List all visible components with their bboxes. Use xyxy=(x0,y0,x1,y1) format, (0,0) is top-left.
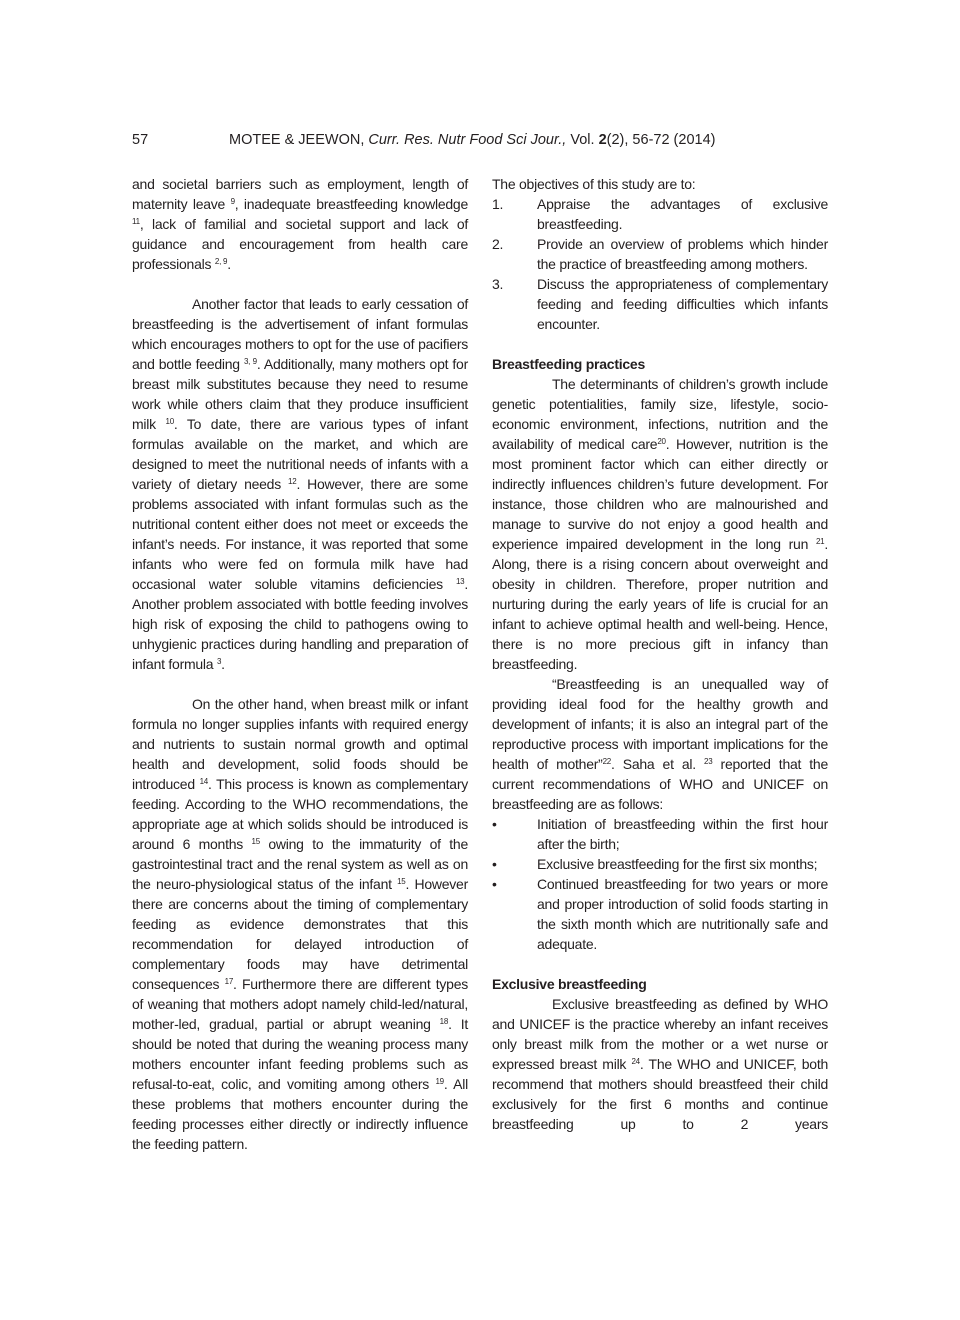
volume-label: Vol. xyxy=(566,132,599,148)
text-run: Exclusive breastfeeding as defined by WHO and UNICEF is the practice whereby an infant receives only breast milk from the mother or a wet nurse or expressed breast milk xyxy=(492,996,828,1072)
text-run: “Breastfeeding is an unequalled way of providing ideal food for the healthy growth and development of infants; it is also an integral part of the reproductive process with important implications for the health of mother” xyxy=(492,676,828,772)
text-run: . All these problems that mothers encounter during the feeding processes either directly or indirectly influence the feeding pattern. xyxy=(132,1076,468,1152)
list-item xyxy=(492,274,828,334)
list-text: Appraise the advantages of exclusive breastfeeding. xyxy=(537,196,828,232)
list-number: 2. xyxy=(492,236,504,252)
citation-superscript: 22 xyxy=(602,757,611,766)
citation-superscript: 3 xyxy=(216,657,222,666)
left-column xyxy=(132,174,468,1154)
citation-line xyxy=(229,130,715,150)
text-run: . However there are concerns about the timing of complementary feeding as evidence demonstrates that this recommendation for delayed introduction of complementary foods may have detrimental consequences xyxy=(132,876,468,992)
volume-number: 2 xyxy=(598,132,607,148)
text-run: , lack of familial and societal support and lack of guidance and encouragement from health care professionals xyxy=(132,216,468,272)
paragraph xyxy=(132,174,468,274)
text-run: . xyxy=(227,256,231,272)
citation-superscript: 2, 9 xyxy=(214,257,228,266)
text-run: Another factor that leads to early cessation of breastfeeding is the advertisement of infant formulas which encourages mothers to opt for the use of pacifiers and bottle feeding xyxy=(132,296,468,372)
paragraph xyxy=(492,674,828,814)
text-run: owing to the immaturity of the gastrointestinal tract and the renal system as well as on the neuro-physiological status of the infant xyxy=(132,836,468,892)
citation-superscript: 23 xyxy=(704,757,713,766)
text-run: . However, there are some problems associated with infant formulas such as the nutritional content either does not meet or exceeds the infant’s needs. For instance, it was reported that some infants who were fed on formula milk have had occasional water soluble vitamins deficiencies xyxy=(132,476,469,592)
text-run: reported that the current recommendations of WHO and UNICEF on breastfeeding are as follows: xyxy=(492,756,828,812)
text-run: . Saha et al. xyxy=(610,756,705,772)
citation-superscript: 10 xyxy=(165,417,174,426)
bullet: • xyxy=(492,816,497,832)
bullet-item xyxy=(492,814,828,854)
citation-superscript: 19 xyxy=(435,1077,444,1086)
issue-pages: (2), 56-72 (2014) xyxy=(606,132,716,148)
bullet: • xyxy=(492,876,497,892)
bullet-text: Continued breastfeeding for two years or more and proper introduction of solid foods starting in the sixth month which are nutritionally safe and adequate. xyxy=(537,876,828,952)
citation-superscript: 9 xyxy=(230,197,235,206)
text-run: . It should be noted that during the weaning process many mothers encounter infant feeding problems such as refusal-to-eat, colic, and vomiting among others xyxy=(132,1016,468,1092)
section-heading: Exclusive breastfeeding xyxy=(492,976,647,992)
text-run: . Additionally, many mothers opt for breast milk substitutes because they need to resume work while others claim that they produce insufficient milk xyxy=(132,356,469,432)
list-text: Provide an overview of problems which hinder the practice of breastfeeding among mothers. xyxy=(537,236,828,272)
citation-superscript: 11 xyxy=(132,217,140,226)
list-text: Discuss the appropriateness of complementary feeding and feeding difficulties which infants encounter. xyxy=(537,276,828,332)
citation-superscript: 12 xyxy=(288,477,297,486)
text-run: . xyxy=(221,656,225,672)
objectives-list xyxy=(492,194,828,334)
right-column xyxy=(492,174,828,1134)
authors: MOTEE & JEEWON, xyxy=(229,132,369,148)
bullet-item xyxy=(492,874,828,954)
bullet-item xyxy=(492,854,828,874)
citation-superscript: 20 xyxy=(657,437,666,446)
citation-superscript: 17 xyxy=(224,977,234,986)
citation-superscript: 14 xyxy=(199,777,209,786)
text-run: . Along, there is a rising concern about overweight and obesity in children. Therefore, proper nutrition and nurturing during the early years of life is crucial for an infant to achieve optimal health and well-being. Hence, there is no more precious gift in infancy than breastfeeding. xyxy=(492,536,828,672)
list-number: 3. xyxy=(492,276,504,292)
text-run: . However, nutrition is the most prominent factor which can either directly or indirectly influences children’s future development. For instance, those children who are malnourished and manage to survive do not enjoy a good health and experience impaired development in the long run xyxy=(492,436,829,552)
text-run: . To date, there are various types of infant formulas available on the market, and which are designed to meet the nutritional needs of infants with a variety of dietary needs xyxy=(132,416,468,492)
text-run: . Another problem associated with bottle feeding involves high risk of exposing the child to pathogens owing to unhygienic practices during handling and preparation of infant formula xyxy=(132,576,468,672)
list-item xyxy=(492,234,828,274)
list-item xyxy=(492,194,828,234)
text-run: The determinants of children’s growth include genetic potentialities, family size, lifestyle, socio-economic environment, infections, nutrition and the availability of medical care xyxy=(492,376,828,452)
recommendations-list xyxy=(492,814,828,954)
text-run: , inadequate breastfeeding knowledge xyxy=(234,196,468,212)
bullet-text: Initiation of breastfeeding within the first hour after the birth; xyxy=(537,816,828,852)
page-number: 57 xyxy=(132,132,149,148)
bullet-text: Exclusive breastfeeding for the first six months; xyxy=(537,856,818,872)
paragraph xyxy=(492,374,828,674)
citation-superscript: 18 xyxy=(439,1017,449,1026)
paragraph xyxy=(492,994,828,1134)
objectives-intro: The objectives of this study are to: xyxy=(492,176,696,192)
text-run: On the other hand, when breast milk or infant formula no longer supplies infants with required energy and nutrients to sustain normal growth and optimal health and development, solid foods should be introduced xyxy=(132,696,468,792)
paragraph xyxy=(132,694,468,1154)
citation-superscript: 15 xyxy=(251,837,260,846)
text-run: . The WHO and UNICEF, both recommend that mothers should breastfeed their child exclusively for the first 6 months and continue breastfeeding up to 2 years xyxy=(492,1056,828,1132)
citation-superscript: 13 xyxy=(455,577,465,586)
section-heading: Breastfeeding practices xyxy=(492,356,645,372)
citation-superscript: 15 xyxy=(397,877,406,886)
citation-superscript: 3, 9 xyxy=(243,357,257,366)
text-run: and societal barriers such as employment, length of maternity leave xyxy=(132,176,468,212)
paragraph xyxy=(132,294,468,674)
bullet: • xyxy=(492,856,497,872)
text-run: . This process is known as complementary feeding. According to the WHO recommendations, the appropriate age at which solids should be introduced is around 6 months xyxy=(132,776,468,852)
citation-superscript: 21 xyxy=(815,537,825,546)
journal-name: Curr. Res. Nutr Food Sci Jour., xyxy=(368,132,567,148)
citation-superscript: 24 xyxy=(631,1057,640,1066)
text-run: . Furthermore there are different types of weaning that mothers adopt namely child-led/natural, mother-led, gradual, partial or abrupt weaning xyxy=(132,976,468,1032)
list-number: 1. xyxy=(492,196,504,212)
